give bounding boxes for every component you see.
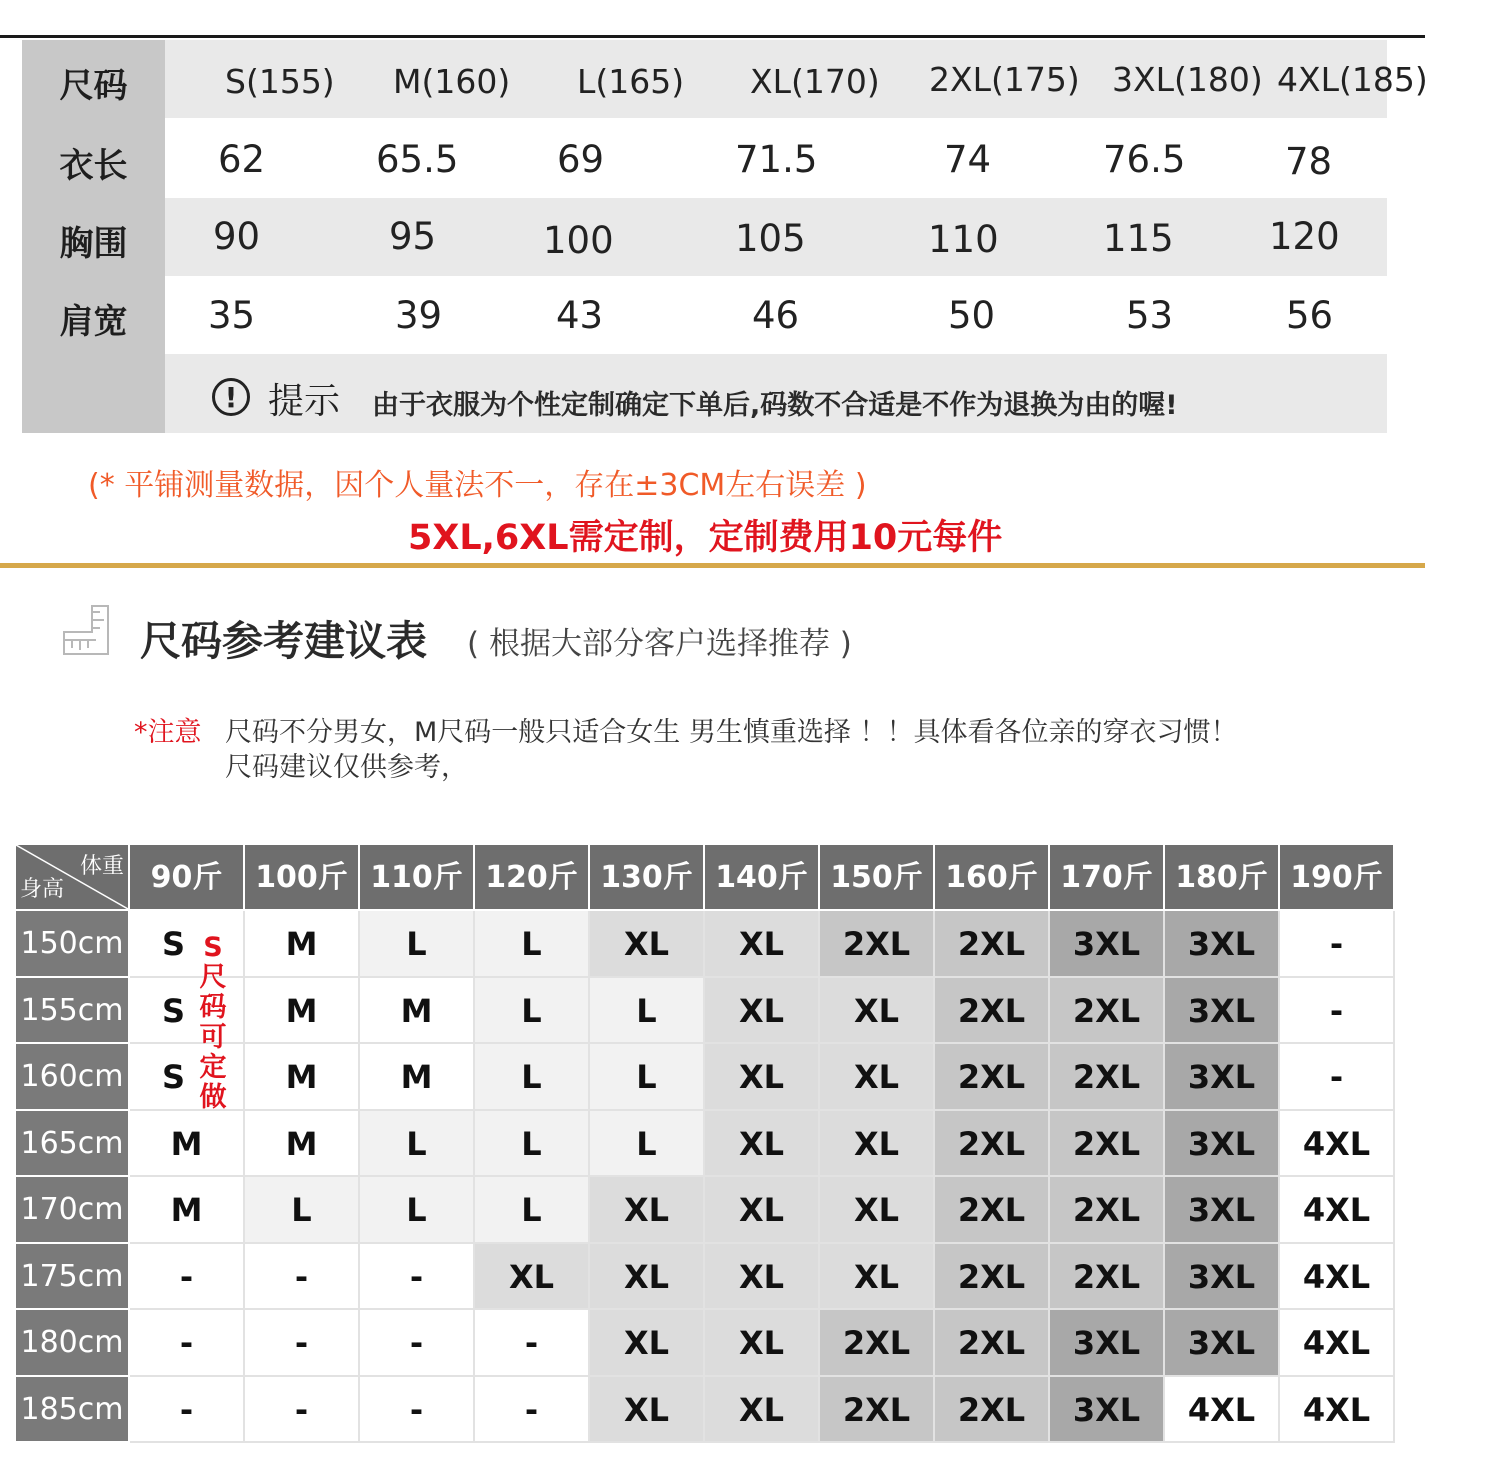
size-cell: 3XL xyxy=(1050,1377,1165,1444)
hint-text: 由于衣服为个性定制确定下单后,码数不合适是不作为退换为由的喔! xyxy=(372,390,1178,421)
size-cell: L xyxy=(245,1177,360,1244)
length-cell: 78 xyxy=(1285,140,1333,183)
length-cell: 69 xyxy=(557,138,605,181)
size-cell: L xyxy=(475,1044,590,1111)
size-cell: M xyxy=(245,911,360,978)
section-subtitle: ( 根据大部分客户选择推荐 ) xyxy=(467,626,852,662)
section-title: 尺码参考建议表 xyxy=(140,617,427,665)
size-cell: XL xyxy=(705,911,820,978)
weight-header-cell: 150斤 xyxy=(820,845,935,911)
size-cell: 4XL xyxy=(1165,1377,1280,1444)
size-cell: L xyxy=(360,911,475,978)
grid-corner-cell xyxy=(16,845,130,911)
size-cell: L xyxy=(475,911,590,978)
size-cell: S xyxy=(130,978,245,1045)
size-cell: - xyxy=(130,1244,245,1311)
size-cell: - xyxy=(1280,1044,1395,1111)
size-cell: 2XL xyxy=(1050,1244,1165,1311)
corner-weight-label: 体重 xyxy=(79,854,124,879)
size-cell: XL xyxy=(705,1377,820,1444)
height-label-cell: 165cm xyxy=(16,1111,130,1178)
weight-header-cell: 160斤 xyxy=(935,845,1050,911)
size-cell: XL xyxy=(590,1377,705,1444)
length-cell: 62 xyxy=(218,138,266,181)
size-cell: 2XL xyxy=(820,1310,935,1377)
size-header-row xyxy=(165,40,1428,118)
size-cell: XL xyxy=(705,1111,820,1178)
height-label-cell: 170cm xyxy=(16,1177,130,1244)
size-cell: 3XL xyxy=(1165,1044,1280,1111)
weight-header-cell: 170斤 xyxy=(1050,845,1165,911)
size-cell: XL xyxy=(705,1177,820,1244)
size-cell: L xyxy=(475,1177,590,1244)
size-cell: S xyxy=(130,911,245,978)
size-cell: 3XL xyxy=(1165,978,1280,1045)
size-cell: 2XL xyxy=(935,1310,1050,1377)
corner-height-label: 身高 xyxy=(20,877,65,902)
height-label-cell: 180cm xyxy=(16,1310,130,1377)
size-cell: L xyxy=(590,1044,705,1111)
size-cell: L xyxy=(590,978,705,1045)
size-header-cell: XL(170) xyxy=(750,62,880,101)
height-label-cell: 150cm xyxy=(16,911,130,978)
shoulder-cell: 35 xyxy=(208,294,256,337)
custom-s-note: S尺码可定做 xyxy=(199,932,227,1113)
height-label-cell: 175cm xyxy=(16,1244,130,1311)
size-cell: XL xyxy=(590,1244,705,1311)
size-cell: 3XL xyxy=(1165,1310,1280,1377)
size-cell: M xyxy=(360,1044,475,1111)
size-cell: L xyxy=(360,1111,475,1178)
size-cell: 3XL xyxy=(1050,911,1165,978)
length-cell: 74 xyxy=(944,138,992,181)
size-header-cell: 4XL(185) xyxy=(1277,60,1428,99)
size-cell: M xyxy=(245,1044,360,1111)
size-cell: XL xyxy=(705,1044,820,1111)
hint-title: 提示 xyxy=(268,381,341,422)
size-cell: 4XL xyxy=(1280,1310,1395,1377)
height-label-cell: 185cm xyxy=(16,1377,130,1444)
size-header-cell: 2XL(175) xyxy=(929,60,1080,99)
size-cell: - xyxy=(475,1377,590,1444)
length-row xyxy=(165,118,1387,196)
ruler-icon xyxy=(62,604,112,656)
size-cell: XL xyxy=(705,1310,820,1377)
weight-header-cell: 140斤 xyxy=(705,845,820,911)
size-cell: 2XL xyxy=(1050,1111,1165,1178)
size-header-cell: L(165) xyxy=(577,62,685,101)
size-cell: XL xyxy=(820,978,935,1045)
shoulder-row xyxy=(165,276,1387,354)
shoulder-cell: 50 xyxy=(948,294,996,337)
size-cell: 3XL xyxy=(1165,1111,1280,1178)
chest-cell: 105 xyxy=(735,217,806,260)
shoulder-cell: 39 xyxy=(395,294,443,337)
size-cell: 2XL xyxy=(820,911,935,978)
size-cell: 2XL xyxy=(820,1377,935,1444)
size-cell: - xyxy=(1280,911,1395,978)
weight-header-cell: 120斤 xyxy=(475,845,590,911)
chest-cell: 115 xyxy=(1103,217,1174,260)
chest-cell: 95 xyxy=(389,215,437,258)
length-cell: 76.5 xyxy=(1103,138,1186,181)
height-label-cell: 155cm xyxy=(16,978,130,1045)
size-cell: S xyxy=(130,1044,245,1111)
size-cell: - xyxy=(1280,978,1395,1045)
label-shoulder: 肩宽 xyxy=(59,302,128,342)
size-cell: XL xyxy=(820,1177,935,1244)
size-cell: XL xyxy=(820,1044,935,1111)
size-cell: 2XL xyxy=(935,1244,1050,1311)
size-cell: L xyxy=(475,1111,590,1178)
top-rule xyxy=(0,35,1425,38)
size-header-cell: 3XL(180) xyxy=(1112,60,1263,99)
size-cell: L xyxy=(590,1111,705,1178)
chest-cell: 90 xyxy=(213,215,261,258)
size-cell: L xyxy=(475,978,590,1045)
size-cell: 4XL xyxy=(1280,1377,1395,1444)
weight-header-cell: 90斤 xyxy=(130,845,245,911)
size-cell: 3XL xyxy=(1165,1177,1280,1244)
chest-cell: 120 xyxy=(1269,215,1340,258)
size-cell: XL xyxy=(590,1310,705,1377)
chest-row xyxy=(165,198,1387,276)
length-cell: 71.5 xyxy=(735,138,818,181)
size-cell: - xyxy=(245,1310,360,1377)
custom-size-note: 5XL,6XL需定制，定制费用10元每件 xyxy=(408,518,1003,558)
shoulder-cell: 46 xyxy=(752,294,800,337)
size-cell: 4XL xyxy=(1280,1111,1395,1178)
size-cell: XL xyxy=(705,1244,820,1311)
size-cell: 2XL xyxy=(935,978,1050,1045)
measure-error-note: (* 平铺测量数据，因个人量法不一，存在±3CM左右误差 ) xyxy=(88,468,867,503)
size-cell: L xyxy=(360,1177,475,1244)
size-cell: - xyxy=(130,1310,245,1377)
size-cell: M xyxy=(130,1177,245,1244)
size-cell: XL xyxy=(705,978,820,1045)
weight-header-cell: 180斤 xyxy=(1165,845,1280,911)
weight-header-cell: 110斤 xyxy=(360,845,475,911)
exclamation-circle-icon: ! xyxy=(212,378,250,416)
section-divider xyxy=(0,563,1425,568)
size-cell: 3XL xyxy=(1165,1244,1280,1311)
size-cell: - xyxy=(130,1377,245,1444)
caution-line-2: 尺码建议仅供参考， xyxy=(225,752,468,783)
size-cell: XL xyxy=(590,911,705,978)
size-cell: - xyxy=(360,1310,475,1377)
size-cell: 2XL xyxy=(1050,1177,1165,1244)
size-cell: 2XL xyxy=(1050,978,1165,1045)
shoulder-cell: 43 xyxy=(556,294,604,337)
size-cell: XL xyxy=(820,1244,935,1311)
height-label-cell: 160cm xyxy=(16,1044,130,1111)
size-cell: M xyxy=(360,978,475,1045)
size-cell: - xyxy=(475,1310,590,1377)
size-cell: - xyxy=(245,1244,360,1311)
size-cell: 3XL xyxy=(1050,1310,1165,1377)
size-cell: 2XL xyxy=(935,911,1050,978)
chest-cell: 110 xyxy=(928,218,999,261)
label-size: 尺码 xyxy=(59,66,128,106)
size-cell: XL xyxy=(590,1177,705,1244)
weight-header-cell: 100斤 xyxy=(245,845,360,911)
caution-label: *注意 xyxy=(134,717,202,748)
weight-header-cell: 190斤 xyxy=(1280,845,1395,911)
size-cell: XL xyxy=(820,1111,935,1178)
size-cell: 4XL xyxy=(1280,1244,1395,1311)
size-cell: - xyxy=(360,1244,475,1311)
size-cell: 2XL xyxy=(1050,1044,1165,1111)
weight-header-cell: 130斤 xyxy=(590,845,705,911)
size-cell: 3XL xyxy=(1165,911,1280,978)
size-cell: 4XL xyxy=(1280,1177,1395,1244)
size-cell: - xyxy=(360,1377,475,1444)
size-cell: M xyxy=(245,1111,360,1178)
size-cell: M xyxy=(245,978,360,1045)
label-length: 衣长 xyxy=(59,146,128,186)
size-cell: - xyxy=(245,1377,360,1444)
caution-line-1: 尺码不分男女，M尺码一般只适合女生 男生慎重选择 ！！具体看各位亲的穿衣习惯！ xyxy=(225,717,1238,748)
chest-cell: 100 xyxy=(543,219,614,262)
size-cell: XL xyxy=(475,1244,590,1311)
size-cell: 2XL xyxy=(935,1044,1050,1111)
length-cell: 65.5 xyxy=(376,138,459,181)
size-header-cell: M(160) xyxy=(393,62,511,101)
size-cell: 2XL xyxy=(935,1111,1050,1178)
size-cell: 2XL xyxy=(935,1177,1050,1244)
label-chest: 胸围 xyxy=(59,224,128,264)
size-cell: M xyxy=(130,1111,245,1178)
shoulder-cell: 56 xyxy=(1286,294,1334,337)
size-cell: 2XL xyxy=(935,1377,1050,1444)
shoulder-cell: 53 xyxy=(1126,294,1174,337)
size-header-cell: S(155) xyxy=(225,62,335,101)
